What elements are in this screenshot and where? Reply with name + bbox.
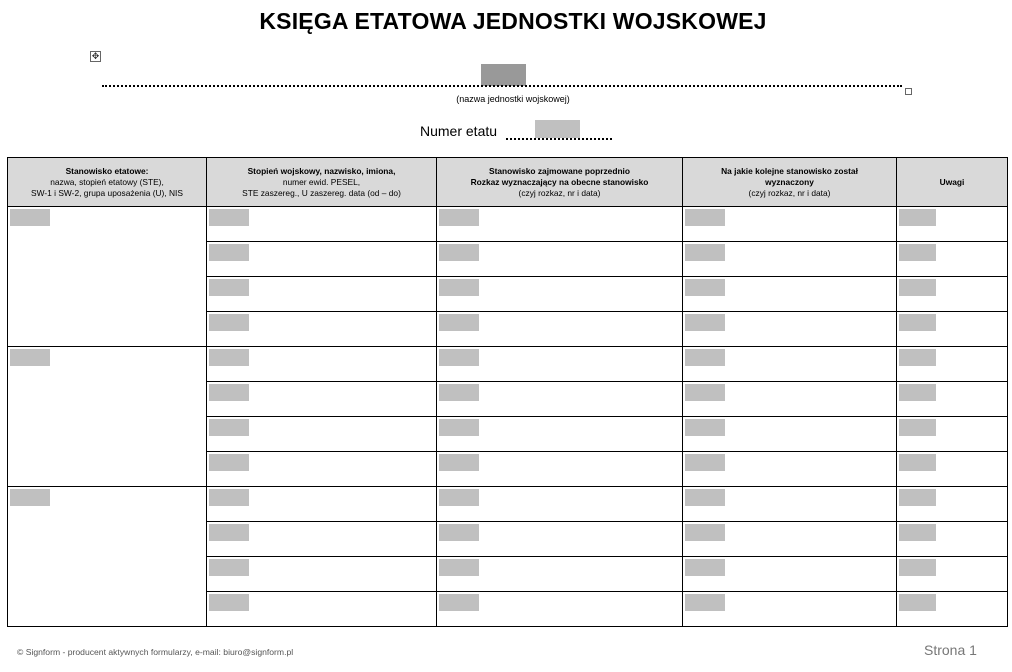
soldier-field[interactable] <box>209 419 249 436</box>
soldier-field[interactable] <box>209 314 249 331</box>
soldier-cell <box>207 487 437 522</box>
previous-position-cell <box>437 312 683 347</box>
remarks-cell <box>897 312 1008 347</box>
previous-position-cell <box>437 347 683 382</box>
remarks-cell <box>897 592 1008 627</box>
next-position-field[interactable] <box>685 244 725 261</box>
footer-copyright: © Signform - producent aktywnych formularzy, e-mail: biuro@signform.pl <box>17 647 294 657</box>
soldier-field[interactable] <box>209 454 249 471</box>
previous-position-cell <box>437 522 683 557</box>
remarks-field[interactable] <box>899 524 936 541</box>
soldier-cell <box>207 417 437 452</box>
soldier-field[interactable] <box>209 594 249 611</box>
previous-position-field[interactable] <box>439 559 479 576</box>
next-position-field[interactable] <box>685 349 725 366</box>
previous-position-field[interactable] <box>439 594 479 611</box>
next-position-field[interactable] <box>685 314 725 331</box>
remarks-field[interactable] <box>899 349 936 366</box>
soldier-field[interactable] <box>209 489 249 506</box>
table-header-row <box>8 158 1008 207</box>
next-position-cell <box>683 592 897 627</box>
soldier-field[interactable] <box>209 524 249 541</box>
remarks-cell <box>897 522 1008 557</box>
etat-number-dotted-line <box>506 138 612 140</box>
remarks-cell <box>897 417 1008 452</box>
remarks-cell <box>897 487 1008 522</box>
header-position: Stanowisko etatowe: nazwa, stopień etatowy (STE), SW-1 i SW-2, grupa uposażenia (U), NIS <box>8 158 207 207</box>
etat-number-label: Numer etatu <box>420 123 498 139</box>
soldier-cell <box>207 207 437 242</box>
position-cell <box>8 207 207 347</box>
previous-position-field[interactable] <box>439 454 479 471</box>
previous-position-cell <box>437 277 683 312</box>
next-position-cell <box>683 557 897 592</box>
header-previous-position: Stanowisko zajmowane poprzednio Rozkaz wyznaczający na obecne stanowisko (czyj rozkaz, nr i data) <box>437 158 683 207</box>
next-position-cell <box>683 417 897 452</box>
soldier-cell <box>207 347 437 382</box>
position-cell <box>8 347 207 487</box>
next-position-cell <box>683 452 897 487</box>
position-field[interactable] <box>10 209 50 226</box>
remarks-field[interactable] <box>899 454 936 471</box>
previous-position-field[interactable] <box>439 384 479 401</box>
next-position-cell <box>683 277 897 312</box>
previous-position-cell <box>437 452 683 487</box>
remarks-cell <box>897 347 1008 382</box>
previous-position-cell <box>437 592 683 627</box>
next-position-cell <box>683 207 897 242</box>
soldier-cell <box>207 452 437 487</box>
remarks-field[interactable] <box>899 244 936 261</box>
table-row <box>8 207 1008 242</box>
staffing-table <box>7 157 1008 627</box>
table-row <box>8 487 1008 522</box>
previous-position-cell <box>437 417 683 452</box>
next-position-field[interactable] <box>685 279 725 296</box>
remarks-cell <box>897 452 1008 487</box>
remarks-field[interactable] <box>899 489 936 506</box>
position-field[interactable] <box>10 349 50 366</box>
remarks-field[interactable] <box>899 314 936 331</box>
next-position-cell <box>683 382 897 417</box>
next-position-field[interactable] <box>685 454 725 471</box>
previous-position-field[interactable] <box>439 524 479 541</box>
soldier-cell <box>207 557 437 592</box>
next-position-field[interactable] <box>685 594 725 611</box>
header-soldier: Stopień wojskowy, nazwisko, imiona, numer ewid. PESEL, STE zaszereg., U zaszereg. data (od – do) <box>207 158 437 207</box>
soldier-field[interactable] <box>209 349 249 366</box>
previous-position-field[interactable] <box>439 489 479 506</box>
next-position-field[interactable] <box>685 524 725 541</box>
previous-position-field[interactable] <box>439 314 479 331</box>
previous-position-field[interactable] <box>439 209 479 226</box>
next-position-field[interactable] <box>685 209 725 226</box>
remarks-cell <box>897 242 1008 277</box>
next-position-field[interactable] <box>685 419 725 436</box>
table-row <box>8 347 1008 382</box>
position-field[interactable] <box>10 489 50 506</box>
next-position-cell <box>683 242 897 277</box>
next-position-cell <box>683 312 897 347</box>
document-title: KSIĘGA ETATOWA JEDNOSTKI WOJSKOWEJ <box>259 8 767 34</box>
remarks-cell <box>897 277 1008 312</box>
soldier-cell <box>207 522 437 557</box>
soldier-cell <box>207 312 437 347</box>
remarks-cell <box>897 382 1008 417</box>
remarks-field[interactable] <box>899 419 936 436</box>
soldier-field[interactable] <box>209 244 249 261</box>
soldier-field[interactable] <box>209 384 249 401</box>
remarks-field[interactable] <box>899 384 936 401</box>
previous-position-field[interactable] <box>439 279 479 296</box>
unit-name-dotted-line <box>102 85 902 87</box>
remarks-cell <box>897 557 1008 592</box>
position-cell <box>8 487 207 627</box>
soldier-cell <box>207 592 437 627</box>
remarks-cell <box>897 207 1008 242</box>
remarks-field[interactable] <box>899 209 936 226</box>
previous-position-cell <box>437 557 683 592</box>
previous-position-cell <box>437 487 683 522</box>
previous-position-cell <box>437 382 683 417</box>
etat-number-field[interactable] <box>535 120 580 138</box>
unit-name-field[interactable] <box>481 64 526 86</box>
header-next-position: Na jakie kolejne stanowisko został wyznaczony (czyj rozkaz, nr i data) <box>683 158 897 207</box>
next-position-field[interactable] <box>685 384 725 401</box>
previous-position-cell <box>437 242 683 277</box>
soldier-cell <box>207 242 437 277</box>
previous-position-cell <box>437 207 683 242</box>
next-position-cell <box>683 487 897 522</box>
header-remarks: Uwagi <box>897 158 1008 207</box>
soldier-field[interactable] <box>209 209 249 226</box>
soldier-field[interactable] <box>209 559 249 576</box>
soldier-cell <box>207 277 437 312</box>
remarks-field[interactable] <box>899 279 936 296</box>
next-position-field[interactable] <box>685 559 725 576</box>
table-move-handle-icon[interactable]: ✥ <box>91 51 100 61</box>
footer-page-number: Strona 1 <box>924 642 977 658</box>
unit-name-caption: (nazwa jednostki wojskowej) <box>456 94 570 104</box>
soldier-cell <box>207 382 437 417</box>
remarks-field[interactable] <box>899 559 936 576</box>
next-position-cell <box>683 347 897 382</box>
next-position-cell <box>683 522 897 557</box>
next-position-field[interactable] <box>685 489 725 506</box>
remarks-field[interactable] <box>899 594 936 611</box>
previous-position-field[interactable] <box>439 244 479 261</box>
previous-position-field[interactable] <box>439 419 479 436</box>
soldier-field[interactable] <box>209 279 249 296</box>
previous-position-field[interactable] <box>439 349 479 366</box>
